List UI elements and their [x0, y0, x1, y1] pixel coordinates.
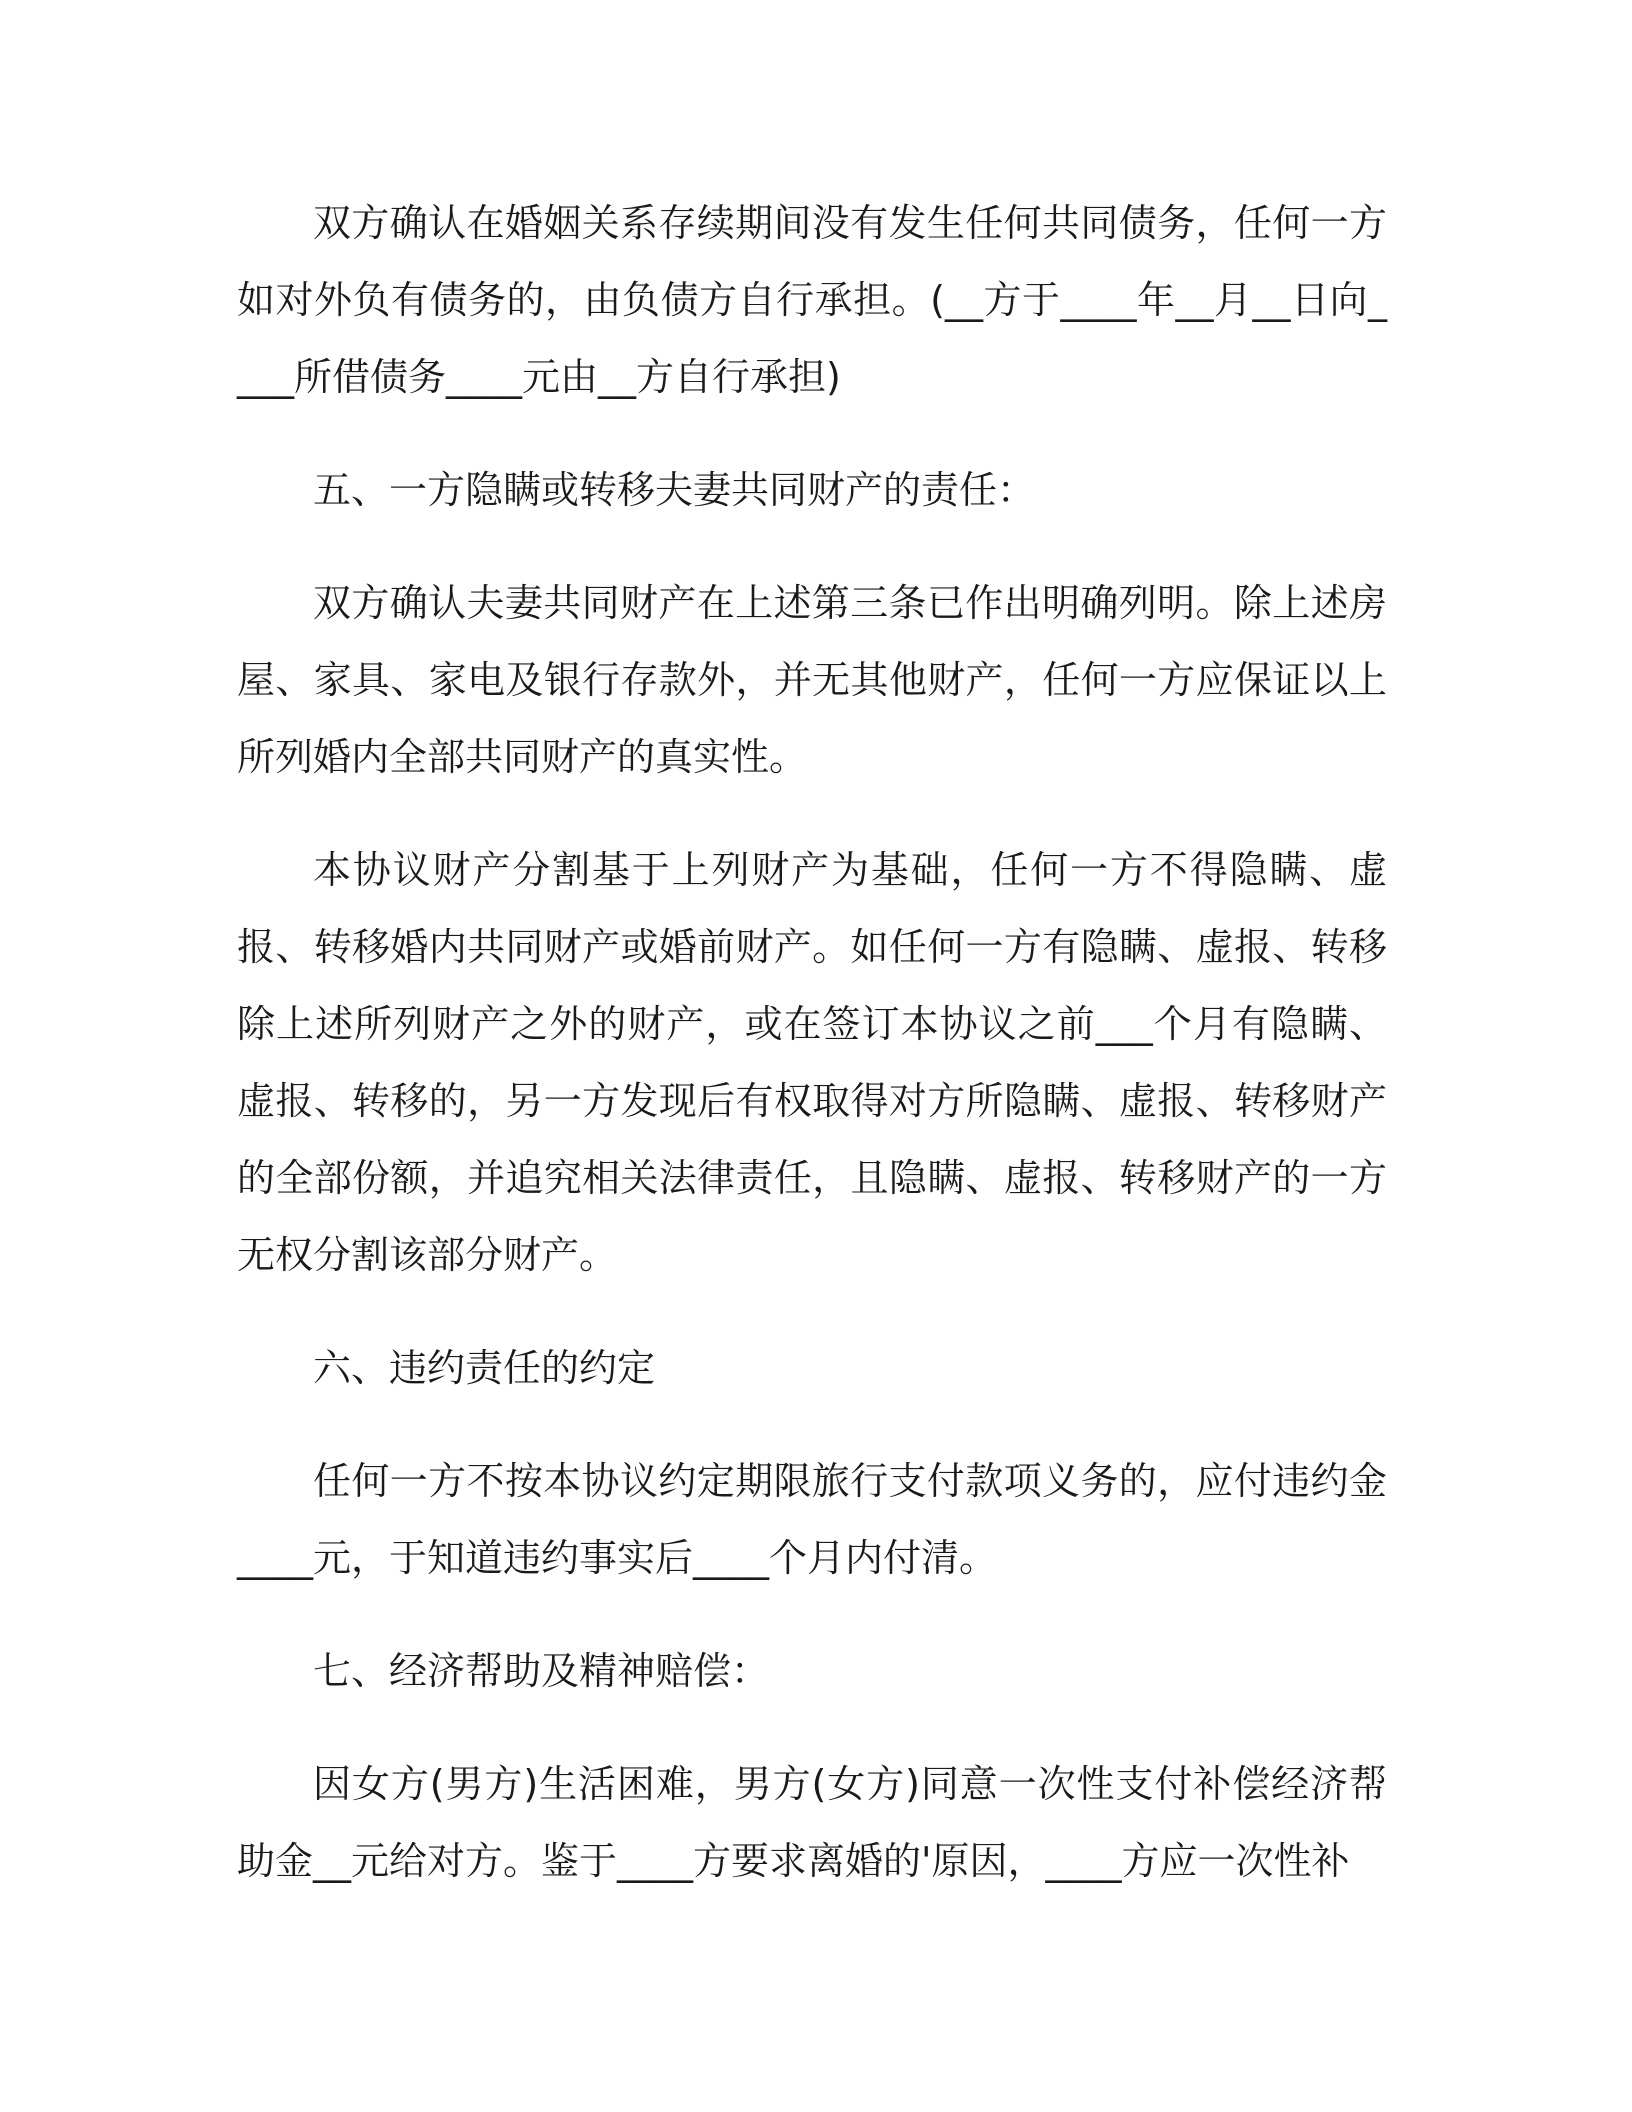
breach-penalty-paragraph: 任何一方不按本协议约定期限旅行支付款项义务的，应付违约金____元，于知道违约事实后____个月内付清。: [237, 1459, 1387, 1580]
property-division-paragraph: 本协议财产分割基于上列财产为基础，任何一方不得隐瞒、虚报、转移婚内共同财产或婚前财产。如任何一方有隐瞒、虚报、转移除上述所列财产之外的财产，或在签订本协议之前___个月有隐瞒、虚报、转移的，另一方发现后有权取得对方所隐瞒、虚报、转移财产的全部份额，并追究相关法律责任，且隐瞒、虚报、转移财产的一方无权分割该部分财产。: [237, 848, 1387, 1277]
document-body: [237, 185, 1387, 1936]
section-heading-six: 六、违约责任的约定: [313, 1346, 656, 1390]
debt-paragraph: 双方确认在婚姻关系存续期间没有发生任何共同债务，任何一方如对外负有债务的，由负债方自行承担。(__方于____年__月__日向____所借债务____元由__方自行承担): [237, 201, 1387, 399]
section-heading-seven: 七、经济帮助及精神赔偿：: [313, 1649, 770, 1693]
compensation-paragraph: 因女方(男方)生活困难，男方(女方)同意一次性支付补偿经济帮助金__元给对方。鉴于____方要求离婚的'原因，____方应一次性补: [237, 1762, 1387, 1883]
property-confirmation-paragraph: 双方确认夫妻共同财产在上述第三条已作出明确列明。除上述房屋、家具、家电及银行存款外，并无其他财产，任何一方应保证以上所列婚内全部共同财产的真实性。: [237, 581, 1387, 779]
section-heading-five: 五、一方隐瞒或转移夫妻共同财产的责任：: [313, 468, 1036, 512]
